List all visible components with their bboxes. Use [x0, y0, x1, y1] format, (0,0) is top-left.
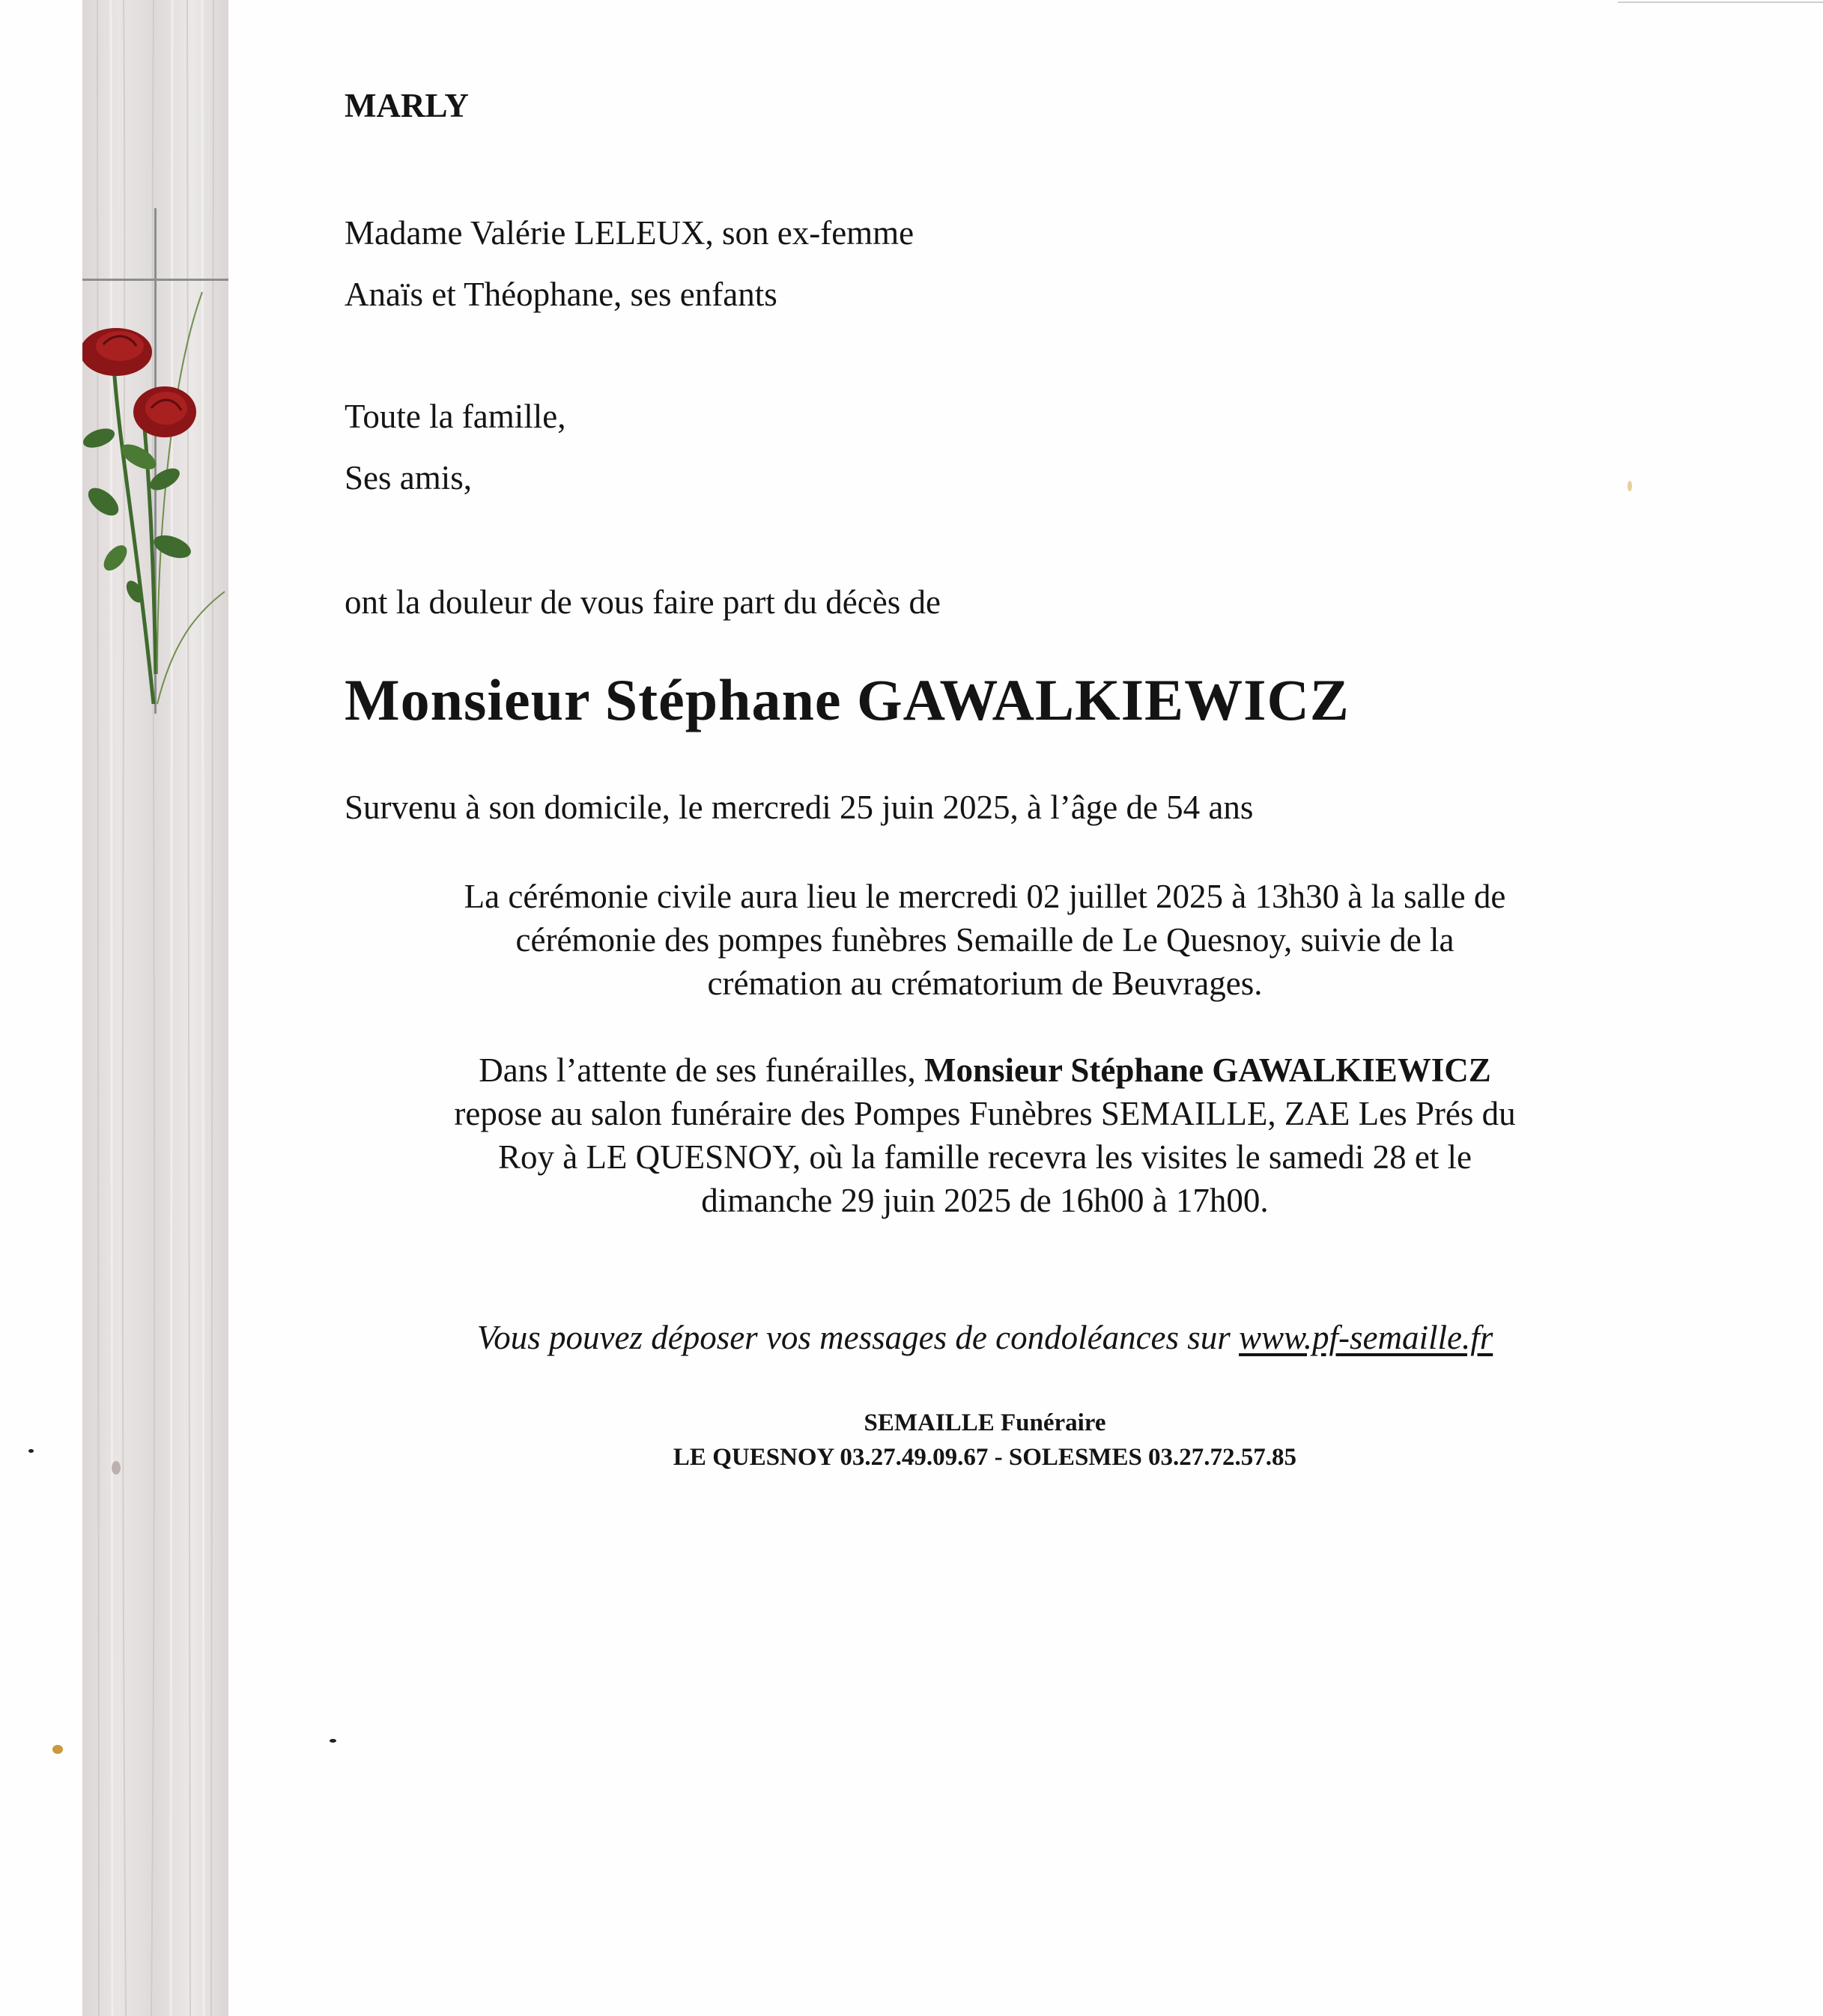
ceremony-row: La cérémonie civile aura lieu le mercredi 02 juillet 2025 à 13h30 à la salle de [464, 878, 1506, 915]
visitation-row: repose au salon funéraire des Pompes Funèbres SEMAILLE, ZAE Les Prés du [454, 1095, 1516, 1132]
family-line-ex-wife: Madame Valérie LELEUX, son ex-femme [345, 214, 914, 252]
condolences-text: Vous pouvez déposer vos messages de condoléances sur [476, 1319, 1240, 1356]
footer-company: SEMAILLE Funéraire [864, 1409, 1106, 1436]
condolences-line [330, 1318, 1640, 1357]
visitation-prefix: Dans l’attente de ses funérailles, [479, 1051, 924, 1089]
scan-speck [52, 1745, 63, 1754]
family-line-children: Anaïs et Théophane, ses enfants [345, 276, 777, 313]
scan-speck [28, 1449, 34, 1453]
scan-speck [330, 1739, 336, 1743]
condolences-link[interactable]: www.pf-semaille.fr [1239, 1319, 1493, 1356]
visitation-row [330, 1048, 1640, 1092]
visitation-row: Roy à LE QUESNOY, où la famille recevra les visites le samedi 28 et le [497, 1138, 1472, 1176]
announcement-intro: ont la douleur de vous faire part du décès de [345, 583, 941, 621]
city-heading: MARLY [345, 87, 469, 124]
scan-speck [1628, 481, 1632, 491]
deceased-name: Monsieur Stéphane GAWALKIEWICZ [345, 667, 1350, 732]
visitation-paragraph [330, 1048, 1640, 1222]
ceremony-paragraph [330, 875, 1640, 1005]
family-line-family: Toute la famille, [345, 398, 566, 435]
ceremony-row: cérémonie des pompes funèbres Semaille de Le Quesnoy, suivie de la [515, 921, 1455, 959]
death-info: Survenu à son domicile, le mercredi 25 juin 2025, à l’âge de 54 ans [345, 789, 1254, 826]
scan-edge-line [1618, 1, 1823, 3]
family-line-friends: Ses amis, [345, 459, 473, 497]
ceremony-row: crémation au crématorium de Beuvrages. [707, 965, 1263, 1002]
visitation-row: dimanche 29 juin 2025 de 16h00 à 17h00. [701, 1182, 1269, 1219]
wood-band-graphic [82, 0, 228, 2016]
visitation-deceased-name: Monsieur Stéphane GAWALKIEWICZ [923, 1051, 1491, 1089]
wood-band [82, 0, 228, 2016]
footer-contacts: LE QUESNOY 03.27.49.09.67 - SOLESMES 03.27.72.57.85 [673, 1444, 1297, 1471]
